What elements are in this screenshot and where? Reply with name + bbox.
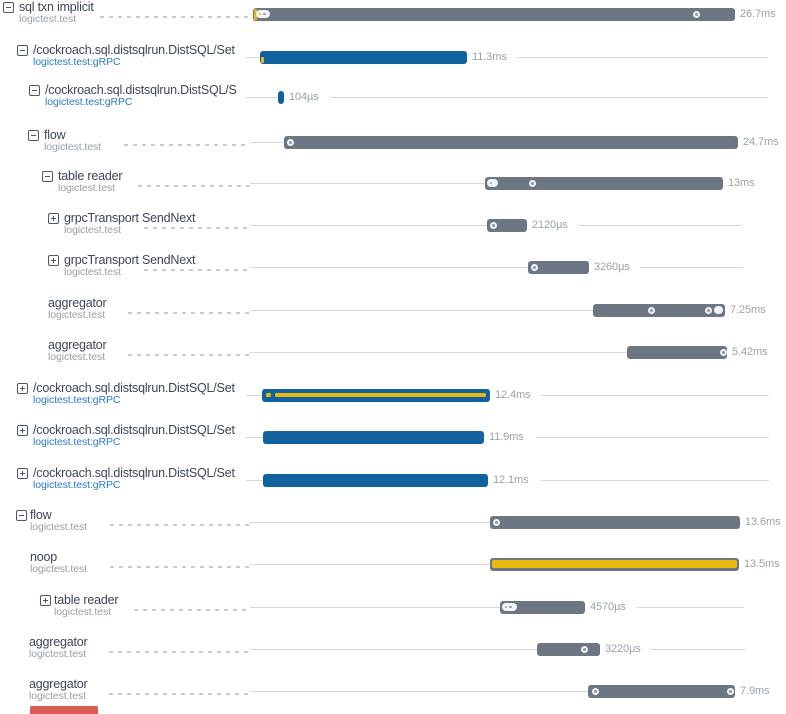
span-bar[interactable] [263, 474, 488, 487]
trace-row [0, 84, 786, 108]
leader-dotted-line [109, 693, 250, 695]
span-label [64, 254, 250, 278]
event-marker-circle [529, 180, 536, 187]
span-label [33, 382, 250, 406]
span-label [48, 339, 250, 363]
expand-icon[interactable] [17, 425, 28, 436]
span-name: /cockroach.sql.distsqlrun.DistSQL/Set [33, 424, 235, 437]
trace-row [0, 212, 786, 236]
collapse-icon[interactable] [29, 85, 40, 96]
trailing-guide-line [637, 607, 744, 608]
span-label [33, 44, 250, 68]
trace-row [0, 424, 786, 448]
span-source-label: logictest.test:gRPC [45, 96, 133, 108]
trailing-guide-line [650, 649, 745, 650]
span-name: /cockroach.sql.distsqlrun.DistSQL/Set [33, 467, 235, 480]
duration-label: 3260µs [594, 260, 630, 273]
collapse-icon[interactable] [28, 130, 39, 141]
span-bar-yellow-sliver [261, 57, 264, 63]
event-marker-circle [490, 222, 497, 229]
expand-icon[interactable] [40, 595, 51, 606]
span-name: flow [30, 509, 52, 522]
span-name: grpcTransport SendNext [64, 212, 196, 225]
expand-icon[interactable] [48, 213, 59, 224]
event-marker-pill [714, 306, 723, 314]
collapse-icon[interactable] [16, 510, 27, 521]
leader-dotted-line [110, 566, 250, 568]
span-source-label: logictest.test [29, 690, 86, 702]
collapse-icon[interactable] [17, 45, 28, 56]
span-bar[interactable] [263, 431, 484, 444]
duration-label: 13.6ms [745, 515, 781, 528]
event-marker-circle [592, 688, 599, 695]
trailing-guide-line [541, 395, 769, 396]
span-name: table reader [54, 594, 119, 607]
span-source-label: logictest.test:gRPC [33, 394, 121, 406]
leader-guide-line [250, 691, 588, 692]
span-label [48, 297, 250, 321]
span-label [29, 678, 250, 702]
trace-row [0, 170, 786, 194]
span-label [33, 467, 250, 491]
trace-row [0, 297, 786, 321]
leader-guide-line [246, 57, 260, 58]
leader-dotted-line [128, 312, 250, 314]
duration-label: 12.1ms [493, 473, 529, 486]
event-marker-circle [493, 519, 500, 526]
span-name: /cockroach.sql.distsqlrun.DistSQL/S [45, 84, 237, 97]
span-bar[interactable] [588, 685, 735, 698]
partial-red-span-bar[interactable] [30, 706, 98, 714]
span-source-label: logictest.test [19, 13, 76, 25]
leader-dotted-line [138, 185, 250, 187]
trailing-guide-line [330, 97, 768, 98]
span-source-label: logictest.test:gRPC [33, 436, 121, 448]
span-name: aggregator [29, 636, 88, 649]
duration-label: 13.5ms [744, 557, 780, 570]
leader-guide-line [246, 97, 278, 98]
event-marker-circle [693, 11, 700, 18]
leader-guide-line [250, 310, 593, 311]
trace-row [0, 467, 786, 491]
span-name: /cockroach.sql.distsqlrun.DistSQL/Set [33, 44, 235, 57]
leader-dotted-line [109, 651, 250, 653]
leader-guide-line [250, 267, 528, 268]
event-marker-circle [581, 646, 588, 653]
span-source-label: logictest.test [58, 182, 115, 194]
leader-guide-line [250, 564, 490, 565]
leader-dotted-line [128, 354, 250, 356]
trailing-guide-line [536, 437, 769, 438]
leader-dotted-line [144, 227, 250, 229]
trace-row [0, 509, 786, 533]
span-bar[interactable] [593, 304, 725, 317]
leader-dotted-line [144, 269, 250, 271]
span-name: grpcTransport SendNext [64, 254, 196, 267]
duration-label: 11.9ms [489, 430, 524, 443]
span-bar[interactable] [537, 643, 600, 656]
span-bar[interactable] [490, 516, 740, 529]
leader-guide-line [250, 225, 487, 226]
span-bar[interactable] [500, 601, 585, 614]
leader-guide-line [246, 480, 263, 481]
span-bar[interactable] [490, 558, 739, 571]
event-marker-circle [720, 349, 727, 356]
span-source-label: logictest.test [30, 563, 87, 575]
span-source-label: logictest.test [44, 141, 101, 153]
leader-guide-line [250, 352, 627, 353]
span-name: /cockroach.sql.distsqlrun.DistSQL/Set [33, 382, 235, 395]
trace-row [0, 382, 786, 406]
span-bar[interactable] [528, 261, 589, 274]
duration-label: 3220µs [605, 642, 641, 655]
span-bar[interactable] [284, 136, 738, 149]
expand-icon[interactable] [17, 468, 28, 479]
trailing-guide-line [541, 480, 769, 481]
event-marker-pill [502, 603, 517, 611]
span-name: noop [30, 551, 58, 564]
span-source-label: logictest.test [29, 648, 86, 660]
trace-row [0, 551, 786, 575]
duration-label: 12.4ms [495, 388, 531, 401]
span-label [45, 84, 250, 108]
span-bar[interactable] [260, 51, 467, 64]
event-marker-circle [727, 688, 734, 695]
span-label [30, 509, 250, 533]
trace-row [0, 339, 786, 363]
span-bar[interactable] [627, 346, 727, 359]
span-bar-yellow-stripe [266, 393, 271, 397]
span-bar[interactable] [253, 8, 735, 21]
span-name: flow [44, 129, 66, 142]
leader-guide-line [246, 437, 263, 438]
event-marker-circle [287, 139, 294, 146]
expand-icon[interactable] [17, 383, 28, 394]
span-bar-yellow-fill [492, 560, 737, 568]
span-source-label: logictest.test [30, 521, 87, 533]
span-label [58, 170, 250, 194]
leader-guide-line [250, 522, 490, 523]
duration-label: 7.25ms [730, 303, 766, 316]
leader-guide-line [250, 649, 537, 650]
span-label [30, 551, 250, 575]
leader-guide-line [250, 183, 485, 184]
span-label [19, 1, 250, 25]
span-source-label: logictest.test [48, 309, 105, 321]
span-label [33, 424, 250, 448]
trace-row [0, 129, 786, 153]
trace-row [0, 254, 786, 278]
span-source-label: logictest.test [64, 266, 121, 278]
span-source-label: logictest.test:gRPC [33, 479, 121, 491]
duration-label: 13ms [728, 176, 755, 189]
leader-guide-line [250, 607, 500, 608]
span-bar-yellow-stripe [275, 393, 486, 397]
collapse-icon[interactable] [42, 171, 53, 182]
trailing-guide-line [516, 57, 768, 58]
duration-label: 4570µs [590, 600, 626, 613]
event-marker-pill [487, 179, 498, 187]
span-bar[interactable] [485, 177, 723, 190]
event-marker-circle [531, 264, 538, 271]
trailing-guide-line [578, 225, 742, 226]
duration-label: 24.7ms [743, 135, 779, 148]
leader-dotted-line [110, 524, 250, 526]
leader-dotted-line [124, 144, 250, 146]
span-bar[interactable] [262, 389, 490, 402]
span-name: aggregator [29, 678, 88, 691]
span-bar[interactable] [487, 219, 527, 232]
leader-guide-line [246, 395, 262, 396]
event-marker-pill [256, 10, 270, 18]
duration-label: 2120µs [532, 218, 568, 231]
duration-label: 7.9ms [740, 684, 770, 697]
expand-icon[interactable] [48, 255, 59, 266]
trace-row [0, 1, 786, 25]
span-label [54, 594, 250, 618]
trace-row [0, 44, 786, 68]
span-source-label: logictest.test [64, 224, 121, 236]
trailing-guide-line [640, 267, 743, 268]
collapse-icon[interactable] [3, 2, 14, 13]
span-label [44, 129, 250, 153]
span-name: sql txn implicit [19, 1, 94, 14]
span-name: aggregator [48, 339, 107, 352]
trace-row [0, 594, 786, 618]
span-source-label: logictest.test [54, 606, 111, 618]
trace-row [0, 636, 786, 660]
span-bar[interactable] [278, 91, 284, 104]
span-source-label: logictest.test [48, 351, 105, 363]
leader-guide-line [250, 142, 284, 143]
span-label [29, 636, 250, 660]
leader-dotted-line [134, 609, 250, 611]
span-name: table reader [58, 170, 123, 183]
span-label [64, 212, 250, 236]
event-marker-circle [648, 307, 655, 314]
span-source-label: logictest.test:gRPC [33, 56, 121, 68]
duration-label: 11.3ms [472, 50, 507, 63]
trace-row [0, 678, 786, 702]
duration-label: 5.42ms [732, 345, 768, 358]
duration-label: 26.7ms [740, 7, 776, 20]
leader-dotted-line [100, 16, 250, 18]
duration-label: 104µs [289, 90, 319, 103]
event-marker-circle [705, 307, 712, 314]
span-name: aggregator [48, 297, 107, 310]
